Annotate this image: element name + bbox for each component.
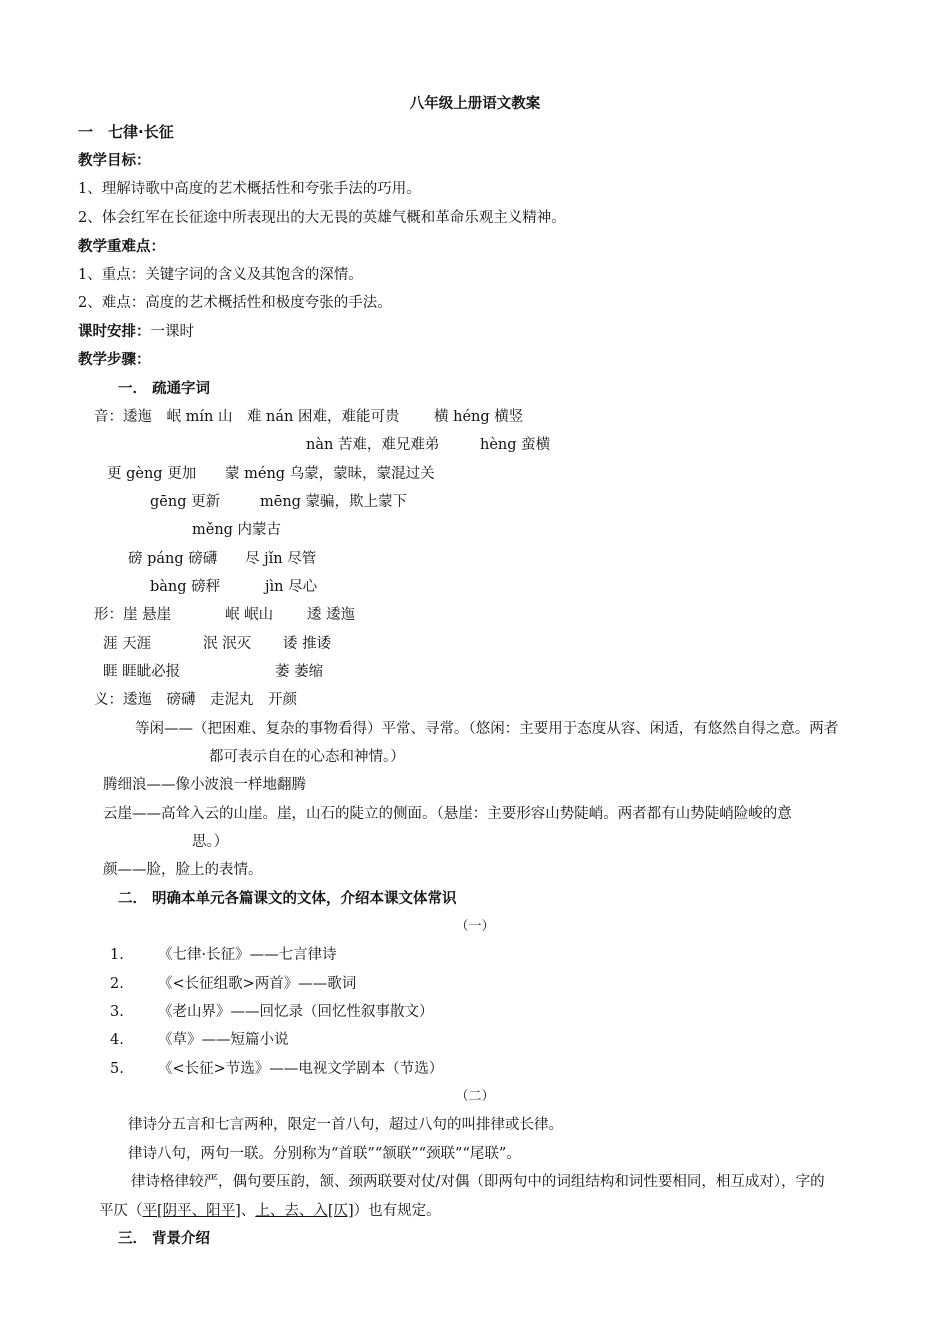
schedule-label: 课时安排：: [78, 324, 151, 340]
form-row: 岷 岷山: [225, 607, 274, 623]
sound-row: 磅 páng 磅礴: [128, 551, 218, 567]
genre-num: 4.: [110, 1032, 124, 1048]
genre-item: 《<长征组歌>两首》——歌词: [158, 976, 357, 992]
meaning-dengxian-cont: 都可表示自在的心态和神情。）: [209, 749, 405, 765]
schedule-value: 一课时: [150, 324, 194, 340]
sound-row: 更 gèng 更加: [107, 466, 197, 482]
sound-row: bàng 磅秤: [150, 579, 221, 595]
sound-row: měng 内蒙古: [192, 522, 282, 538]
step2-title: 二． 明确本单元各篇课文的文体，介绍本课文体常识: [118, 891, 457, 907]
form-row: 泯 泯灭: [203, 636, 252, 652]
underlined-term: 平[阴平、阳平]: [142, 1203, 241, 1219]
lesson-heading: 一 七律·长征: [78, 123, 174, 141]
meaning-yunya-cont: 思。）: [192, 834, 229, 850]
step1-title: 一． 疏通字词: [118, 381, 211, 397]
form-row: 诿 推诿: [283, 636, 332, 652]
paragraph: 律诗格律较严，偶句要压韵，颔、颈两联要对仗/对偶（即两句中的词组结构和词性要相同，相互成对），字的: [131, 1174, 825, 1190]
genre-num: 5.: [110, 1061, 124, 1077]
goals-label: 教学目标：: [78, 153, 151, 169]
sound-row: 蒙 méng 乌蒙，蒙昧，蒙混过关: [225, 466, 435, 482]
steps-label: 教学步骤：: [78, 352, 151, 368]
step2-subheading: （二）: [455, 1089, 495, 1104]
schedule-line: [78, 323, 194, 341]
paragraph: 律诗分五言和七言两种，限定一首八句，超过八句的叫排律或长律。: [128, 1117, 563, 1133]
genre-num: 1.: [110, 947, 124, 963]
step3-title: 三． 背景介绍: [118, 1231, 211, 1247]
sound-row: jìn 尽心: [265, 579, 318, 595]
paragraph-cont: [99, 1202, 441, 1220]
goal-item: 1、理解诗歌中高度的艺术概括性和夸张手法的巧用。: [78, 181, 421, 197]
sound-row: hèng 蛮横: [480, 437, 551, 453]
paragraph: 律诗八句，两句一联。分别称为“首联”“颔联”“颈联”“尾联”。: [128, 1146, 521, 1162]
genre-num: 3.: [110, 1004, 124, 1020]
meaning-row: 义：逶迤 磅礴 走泥丸 开颜: [94, 692, 297, 708]
goal-item: 2、体会红军在长征途中所表现出的大无畏的英雄气概和革命乐观主义精神。: [78, 210, 566, 226]
sound-row: mēng 蒙骗，欺上蒙下: [260, 494, 408, 510]
form-row: 睚 睚眦必报: [103, 664, 181, 680]
sound-row: 音：逶迤 岷 mín 山 难 nán 困难，难能可贵: [94, 409, 400, 425]
genre-item: 《<长征>节选》——电视文学剧本（节选）: [158, 1061, 444, 1077]
sound-row: gēng 更新: [150, 494, 221, 510]
sound-row: 横 héng 横竖: [434, 409, 524, 425]
key-point-item: 1、重点：关键字词的含义及其饱含的深情。: [78, 267, 363, 283]
document-title: 八年级上册语文教案: [409, 96, 541, 112]
key-points-label: 教学重难点：: [78, 239, 165, 255]
genre-item: 《老山界》——回忆录（回忆性叙事散文）: [158, 1004, 434, 1020]
text-run: ）也有规定。: [353, 1203, 441, 1219]
text-run: 平仄（: [99, 1203, 143, 1219]
text-run: 、: [240, 1203, 256, 1219]
sound-row: 尽 jǐn 尽管: [245, 551, 317, 567]
form-row: 形：崖 悬崖: [94, 607, 172, 623]
meaning-dengxian: 等闲——（把困难、复杂的事物看得）平常、寻常。（悠闲：主要用于态度从容、闲适，有悠然自得之意。两者: [135, 721, 839, 737]
genre-item: 《草》——短篇小说: [158, 1032, 289, 1048]
form-row: 萎 萎缩: [275, 664, 324, 680]
sound-row: nàn 苦难，难兄难弟: [306, 437, 440, 453]
meaning-yan: 颜——脸，脸上的表情。: [103, 862, 263, 878]
key-point-item: 2、难点：高度的艺术概括性和极度夸张的手法。: [78, 295, 392, 311]
form-row: 涯 天涯: [103, 636, 152, 652]
meaning-yunya: 云崖——高耸入云的山崖。崖，山石的陡立的侧面。（悬崖：主要形容山势陡峭。两者都有山势陡峭险峻的意: [103, 806, 792, 822]
meaning-tengxilang: 腾细浪——像小波浪一样地翻腾: [103, 777, 306, 793]
genre-item: 《七律·长征》——七言律诗: [158, 947, 337, 963]
step2-subheading: （一）: [455, 919, 495, 934]
underlined-term: 上、去、入[仄]: [255, 1203, 354, 1219]
genre-num: 2.: [110, 976, 124, 992]
form-row: 逶 逶迤: [307, 607, 356, 623]
